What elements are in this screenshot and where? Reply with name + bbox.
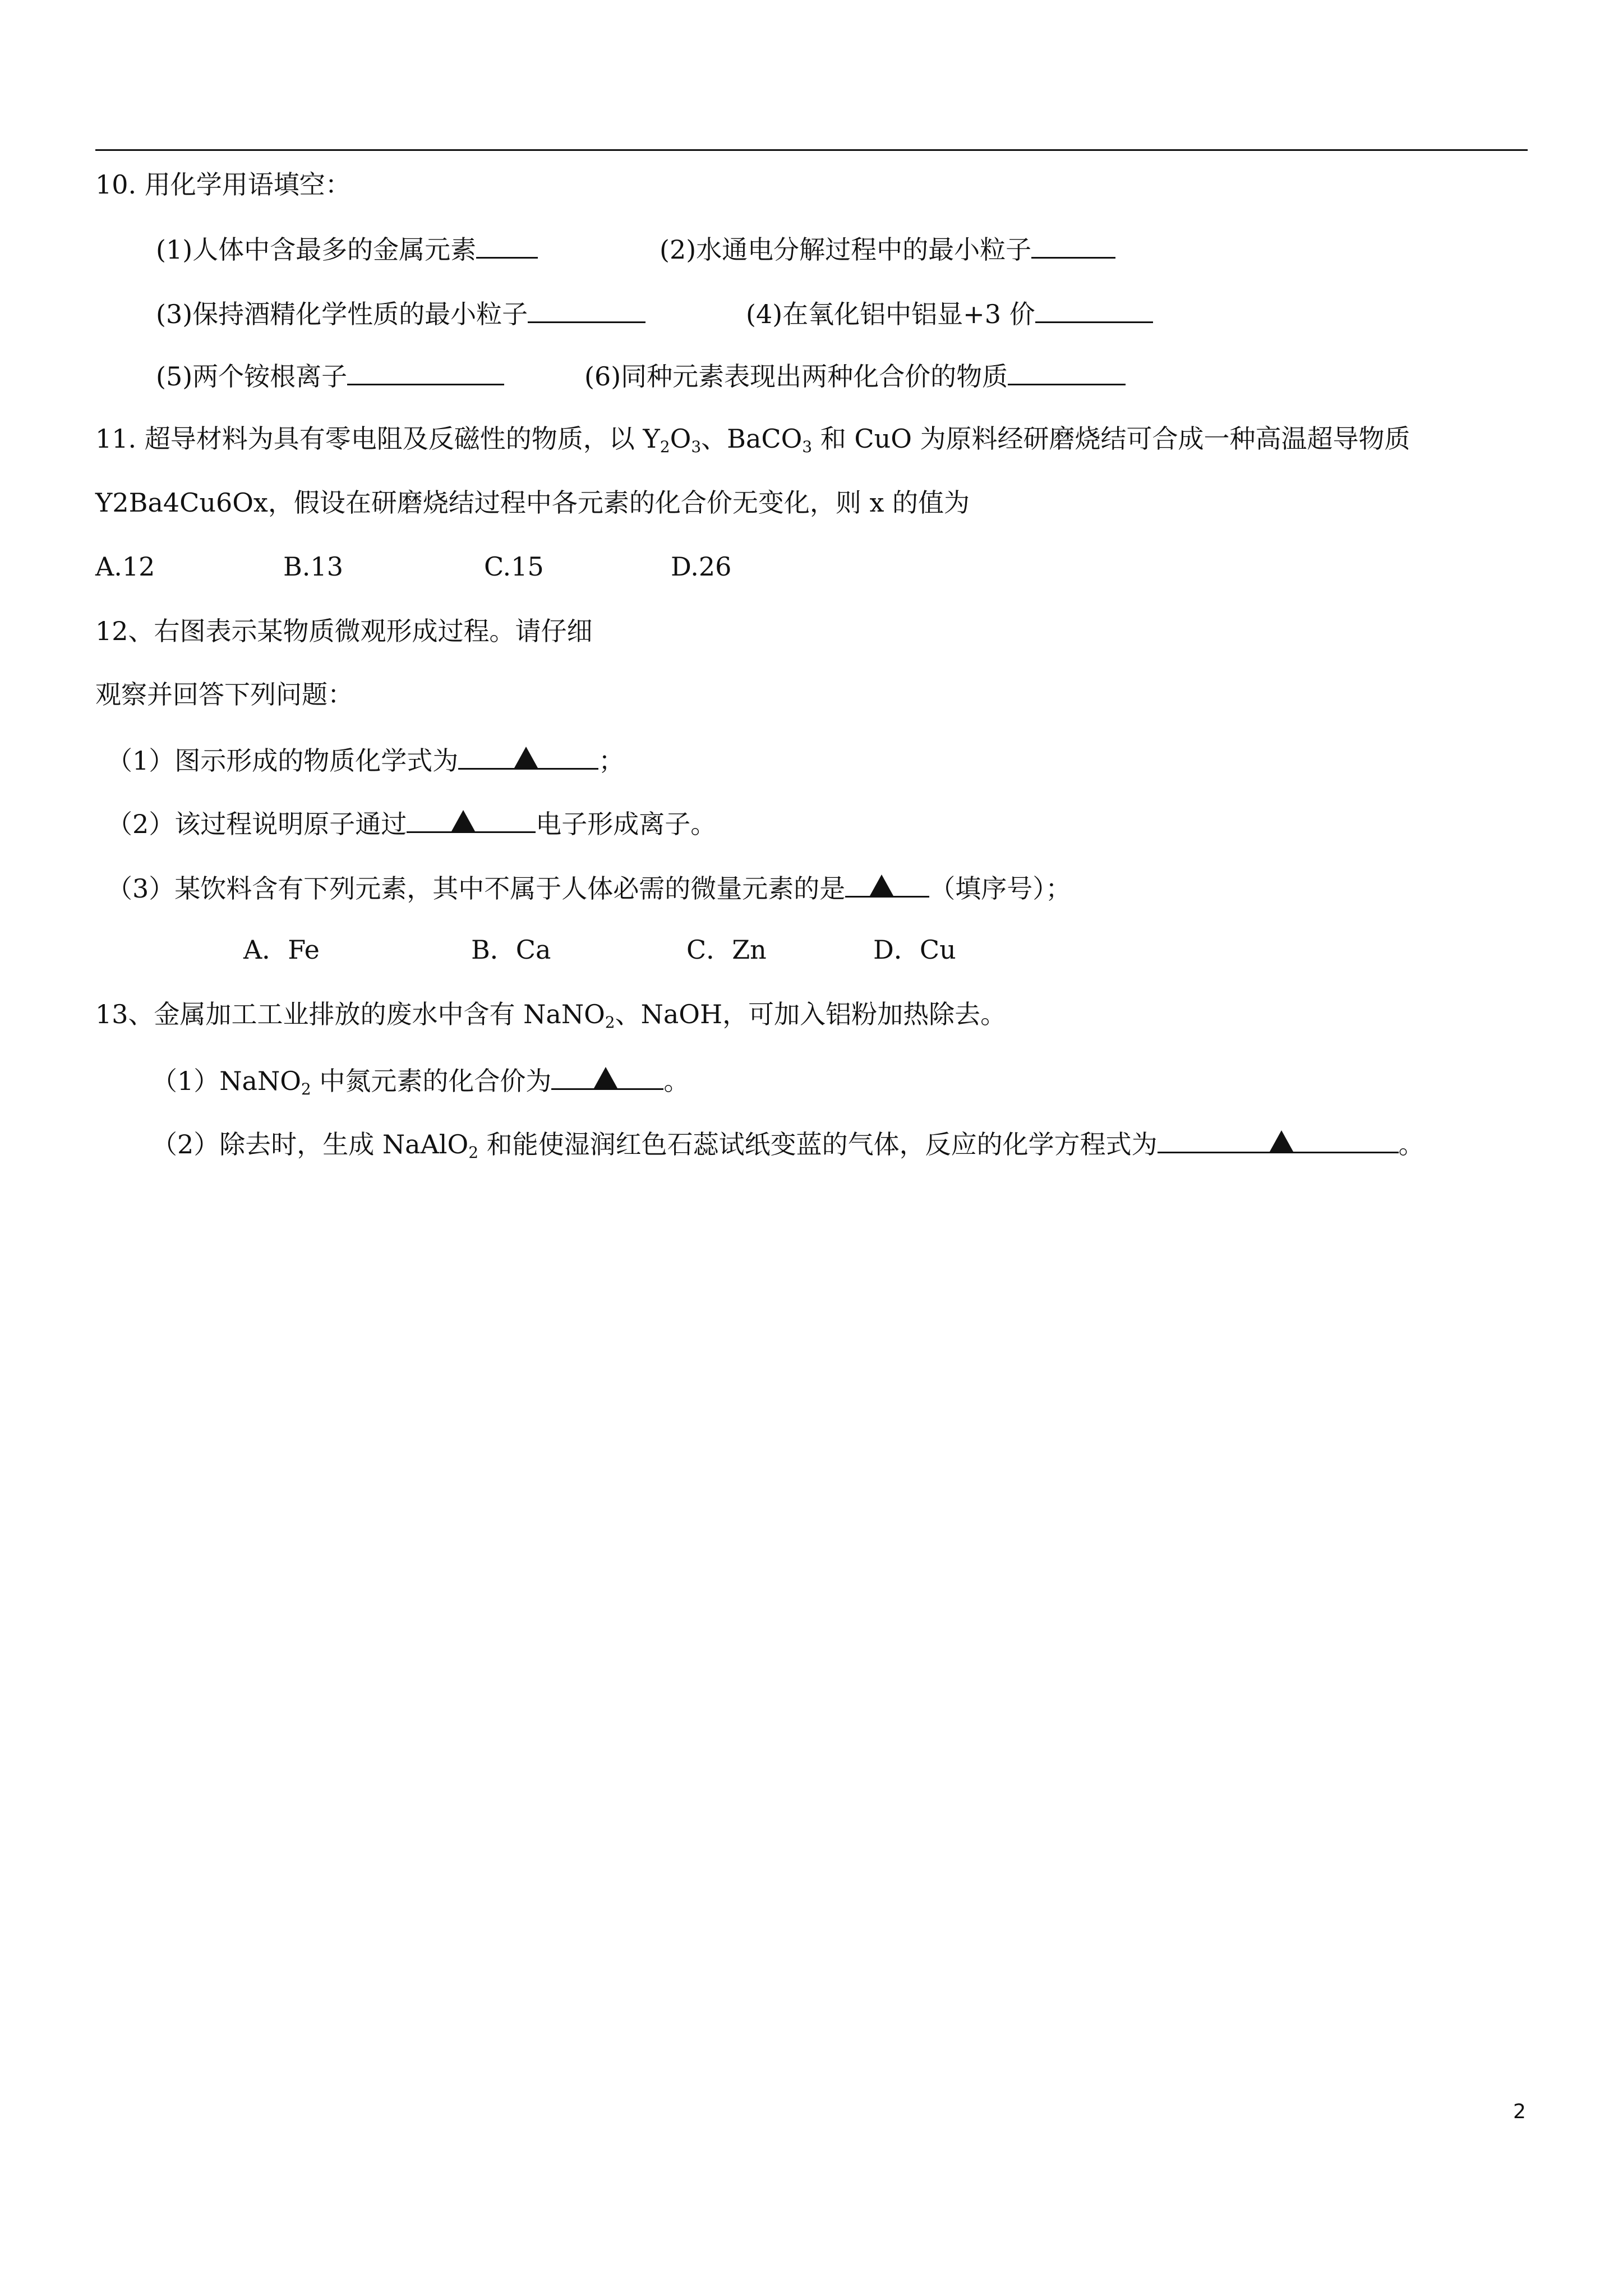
q11-sub-3: 3	[691, 438, 702, 456]
q10-item-4	[746, 299, 1153, 327]
q13-text-a: 13、金属加工工业排放的废水中含有 NaNO	[95, 999, 605, 1029]
q12-item-1	[107, 746, 624, 774]
triangle-marker-icon	[451, 810, 475, 831]
q13-item-2	[151, 1129, 1424, 1161]
answer-blank-3[interactable]	[528, 299, 645, 323]
q12-item-3-text: （3）某饮料含有下列元素，其中不属于人体必需的微量元素的是	[107, 873, 846, 904]
triangle-marker-icon	[594, 1067, 617, 1088]
q13-item-1	[151, 1066, 689, 1097]
q13-item-2-text-a: （2）除去时，生成 NaAlO	[151, 1129, 469, 1159]
answer-blank-6[interactable]	[1008, 361, 1126, 385]
q11-option-b[interactable]: B.13	[283, 551, 343, 582]
q13-sub: 2	[605, 1013, 615, 1032]
q11-option-d[interactable]: D.26	[671, 551, 732, 582]
triangle-marker-icon	[514, 747, 538, 768]
q12-option-b[interactable]: B．Ca	[471, 935, 551, 965]
answer-blank-q13-2[interactable]	[1158, 1129, 1399, 1153]
q10-item-5	[156, 361, 504, 392]
answer-blank-5[interactable]	[347, 361, 504, 385]
q12-line-1: 12、右图表示某物质微观形成过程。请仔细	[95, 616, 593, 646]
q10-item-6	[584, 361, 1126, 392]
q13-item-1-text-a: （1）NaNO	[151, 1066, 301, 1096]
q12-item-2-post: 电子形成离子。	[536, 809, 717, 839]
q10-title: 10. 用化学用语填空：	[95, 169, 351, 200]
q13-item-1-sub: 2	[301, 1080, 311, 1098]
q10-item-1-text: (1)人体中含最多的金属元素	[156, 234, 477, 265]
answer-blank-4[interactable]	[1035, 299, 1153, 323]
q12-item-3-post: （填序号）；	[929, 873, 1072, 904]
q10-item-2	[660, 234, 1115, 263]
q12-option-d[interactable]: D．Cu	[873, 935, 956, 965]
q12-item-1-post: ；	[598, 746, 625, 776]
triangle-marker-icon	[870, 875, 893, 896]
q11-line-2: Y2Ba4Cu6Ox，假设在研磨烧结过程中各元素的化合价无变化，则 x 的值为	[95, 487, 970, 518]
answer-blank-q12-1[interactable]	[458, 746, 598, 770]
q10-item-4-text: (4)在氧化铝中铝显+3 价	[746, 299, 1035, 329]
q11-sub-3b: 3	[802, 438, 813, 456]
q13-line-1	[95, 1001, 1006, 1030]
q13-item-1-text-b: 中氮元素的化合价为	[311, 1066, 552, 1096]
q11-text-a: 11. 超导材料为具有零电阻及反磁性的物质，以 Y	[95, 424, 660, 454]
q13-item-2-sub: 2	[468, 1143, 479, 1162]
q12-option-c[interactable]: C．Zn	[686, 935, 767, 965]
q10-item-1	[156, 234, 538, 263]
q11-text-b: 和 CuO 为原料经研磨烧结可合成一种高温超导物质	[812, 424, 1410, 454]
q13-item-1-post: 。	[663, 1066, 690, 1096]
answer-blank-2[interactable]	[1031, 234, 1115, 259]
q11-text-baco: 、BaCO	[701, 424, 803, 454]
q10-item-6-text: (6)同种元素表现出两种化合价的物质	[584, 361, 1008, 392]
q12-option-a[interactable]: A．Fe	[243, 935, 320, 965]
q11-line-1	[95, 426, 1410, 455]
q13-item-2-post: 。	[1398, 1129, 1424, 1159]
q10-item-5-text: (5)两个铵根离子	[156, 361, 348, 392]
page-number: 2	[1513, 2100, 1526, 2123]
q13-item-2-text-b: 和能使湿润红色石蕊试纸变蓝的气体，反应的化学方程式为	[478, 1129, 1158, 1159]
header-rule	[95, 149, 1528, 151]
q12-item-2	[107, 809, 716, 837]
q11-option-a[interactable]: A.12	[95, 551, 155, 582]
triangle-marker-icon	[1270, 1130, 1293, 1152]
q13-text-b: 、NaOH，可加入铝粉加热除去。	[615, 999, 1007, 1029]
q12-item-1-text: （1）图示形成的物质化学式为	[107, 746, 459, 776]
q10-item-3	[156, 299, 645, 327]
q10-item-2-text: (2)水通电分解过程中的最小粒子	[660, 234, 1032, 265]
answer-blank-q12-2[interactable]	[407, 809, 536, 833]
answer-blank-1[interactable]	[476, 234, 538, 259]
q12-item-3	[107, 873, 1072, 904]
q11-sub-2: 2	[660, 438, 670, 456]
answer-blank-q13-1[interactable]	[551, 1066, 663, 1090]
q12-line-2: 观察并回答下列问题：	[95, 679, 353, 710]
answer-blank-q12-3[interactable]	[845, 873, 929, 898]
q11-option-c[interactable]: C.15	[484, 551, 544, 582]
q11-text-o: O	[670, 424, 691, 454]
q10-item-3-text: (3)保持酒精化学性质的最小粒子	[156, 299, 528, 329]
q12-item-2-text: （2）该过程说明原子通过	[107, 809, 407, 839]
